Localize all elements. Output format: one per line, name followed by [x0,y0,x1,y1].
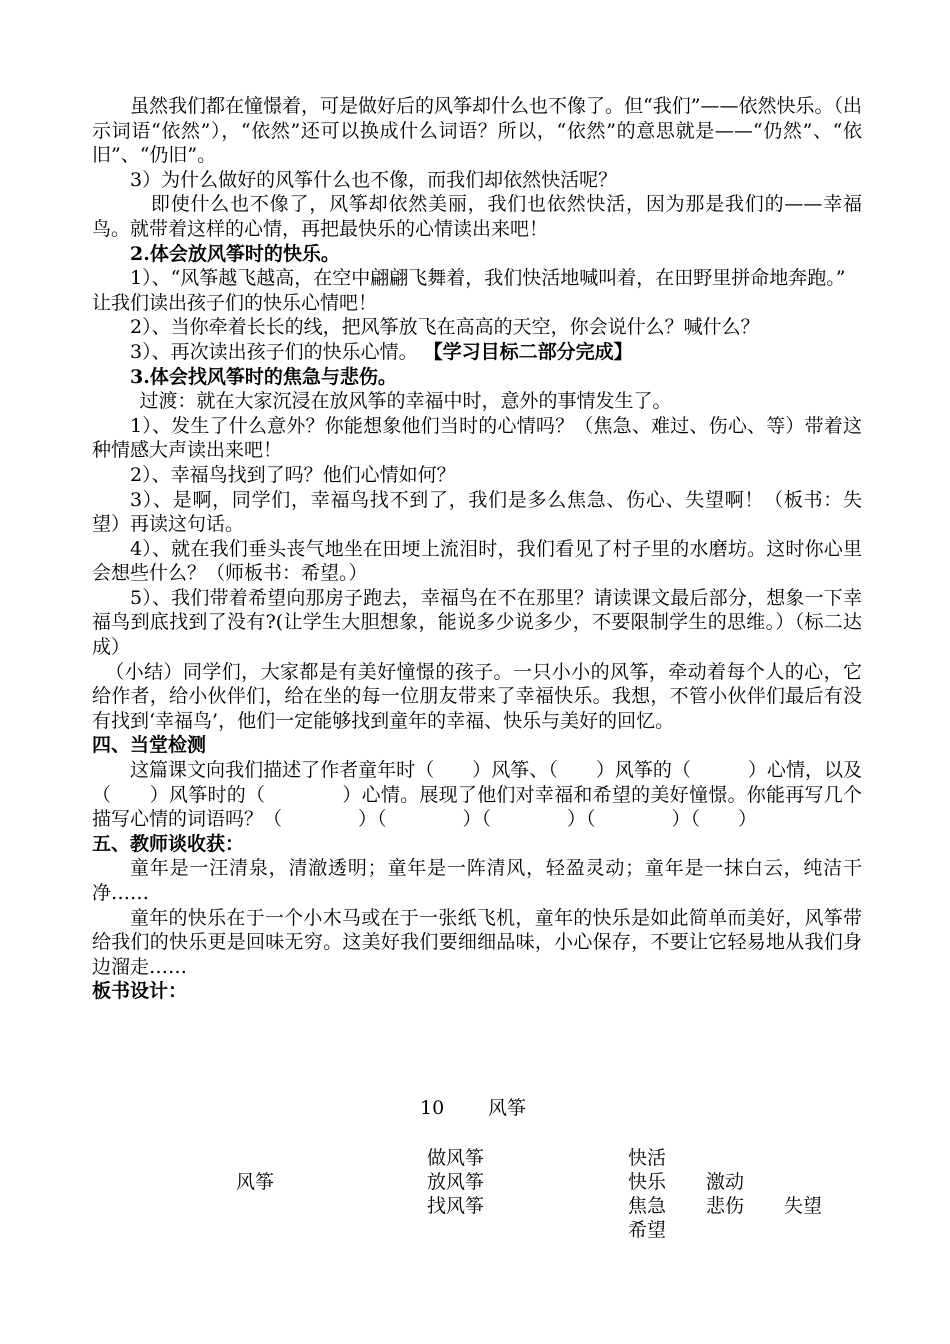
board-action-find: 找风筝 [427,1195,485,1217]
paragraph-text: 3）、再次读出孩子们的快乐心情。 [130,340,424,363]
board-action-make: 做风筝 [427,1147,485,1169]
paragraph-10: 1）、发生了什么意外？你能想象他们当时的心情吗？（焦急、难过、伤心、等）带着这种情感大声读出来吧！ [92,414,862,462]
paragraph-3: 2.体会放风筝时的快乐。 [130,242,340,265]
paragraph-12: 3）、是啊，同学们，幸福鸟找不到了，我们是多么焦急、伤心、失望啊！（板书：失望）再读这句话。 [92,488,862,536]
paragraph-21: 板书设计： [92,980,188,1003]
paragraph-16: 四、当堂检测 [92,734,207,757]
board-title: 风筝 [488,1097,527,1119]
paragraph-15: （小结）同学们，大家都是有美好憧憬的孩子。一只小小的风筝，牵动着每个人的心，它给作者，给小伙伴们，给在坐的每一位朋友带来了幸福快乐。我想，不管小伙伴们最后有没有找到‘幸福鸟’，他们一定能够找到童年的幸福、快乐与美好的回忆。 [92,660,862,732]
paragraph-17: 这篇课文向我们描述了作者童年时（ ）风筝、（ ）风筝的（ ）心情，以及（ ）风筝时的（ ）心情。展现了他们对幸福和希望的美好憧憬。你能再写几个描写心情的词语吗？（ ）（ ）（ ）（ ）（ ） [92,759,862,831]
board-feeling-anxious: 焦急 [628,1195,667,1217]
board-feeling-happy: 快活 [628,1147,667,1169]
paragraph-5: 让我们读出孩子们的快乐心情吧！ [92,291,378,314]
paragraph-9: 过渡：就在大家沉浸在放风筝的幸福中时，意外的事情发生了。 [139,390,672,413]
paragraph-20: 童年的快乐在于一个小木马或在于一张纸飞机，童年的快乐是如此简单而美好，风筝带给我们的快乐更是回味无穷。这美好我们要细细品味，小心保存，不要让它轻易地从我们身边溜走…… [92,906,862,978]
board-feeling-disappointed: 失望 [784,1195,823,1217]
paragraph-7 [92,340,862,365]
paragraph-11: 2）、幸福鸟找到了吗？他们心情如何？ [130,463,456,486]
paragraph-6: 2）、当你牵着长长的线，把风筝放飞在高高的天空，你会说什么？喊什么？ [130,316,760,339]
board-feeling-hope: 希望 [628,1219,667,1241]
paragraph-8: 3.体会找风筝时的焦急与悲伤。 [130,365,397,388]
paragraph-4: 1）、“风筝越飞越高，在空中翩翩飞舞着，我们快活地喊叫着，在田野里拼命地奔跑。” [130,267,846,290]
paragraph-13: 4）、就在我们垂头丧气地坐在田埂上流泪时，我们看见了村子里的水磨坊。这时你心里会想些什么？（师板书：希望。） [92,537,862,585]
document-body [92,94,862,1004]
goal-marker: 【学习目标二部分完成】 [423,340,633,363]
board-feeling-joy: 快乐 [628,1171,667,1193]
paragraph-1: 3）为什么做好的风筝什么也不像，而我们却依然快活呢？ [130,168,618,191]
board-feeling-excited: 激动 [706,1171,745,1193]
paragraph-2: 即使什么也不像了，风筝却依然美丽，我们也依然快活，因为那是我们的——幸福鸟。就带着这样的心情，再把最快乐的心情读出来吧！ [92,193,862,240]
paragraph-0: 虽然我们都在憧憬着，可是做好后的风筝却什么也不像了。但“我们”——依然快乐。（出示词语“依然”），“依然”还可以换成什么词语？所以，“依然”的意思就是——“仍然”、“依旧”、“仍旧”。 [92,95,862,167]
paragraph-18: 五、教师谈收获： [92,832,245,855]
paragraph-19: 童年是一汪清泉，清澈透明；童年是一阵清风，轻盈灵动；童年是一抹白云，纯洁干净…… [92,857,862,904]
board-action-fly: 放风筝 [427,1171,485,1193]
board-lesson-number: 10 [420,1097,445,1119]
board-center-word: 风筝 [236,1171,275,1193]
board-feeling-sad: 悲伤 [706,1195,745,1217]
paragraph-14: 5）、我们带着希望向那房子跑去，幸福鸟在不在那里？请读课文最后部分，想象一下幸福鸟到底找到了没有?(让学生大胆想象，能说多少说多少，不要限制学生的思维。）（标二达成） [92,586,862,659]
